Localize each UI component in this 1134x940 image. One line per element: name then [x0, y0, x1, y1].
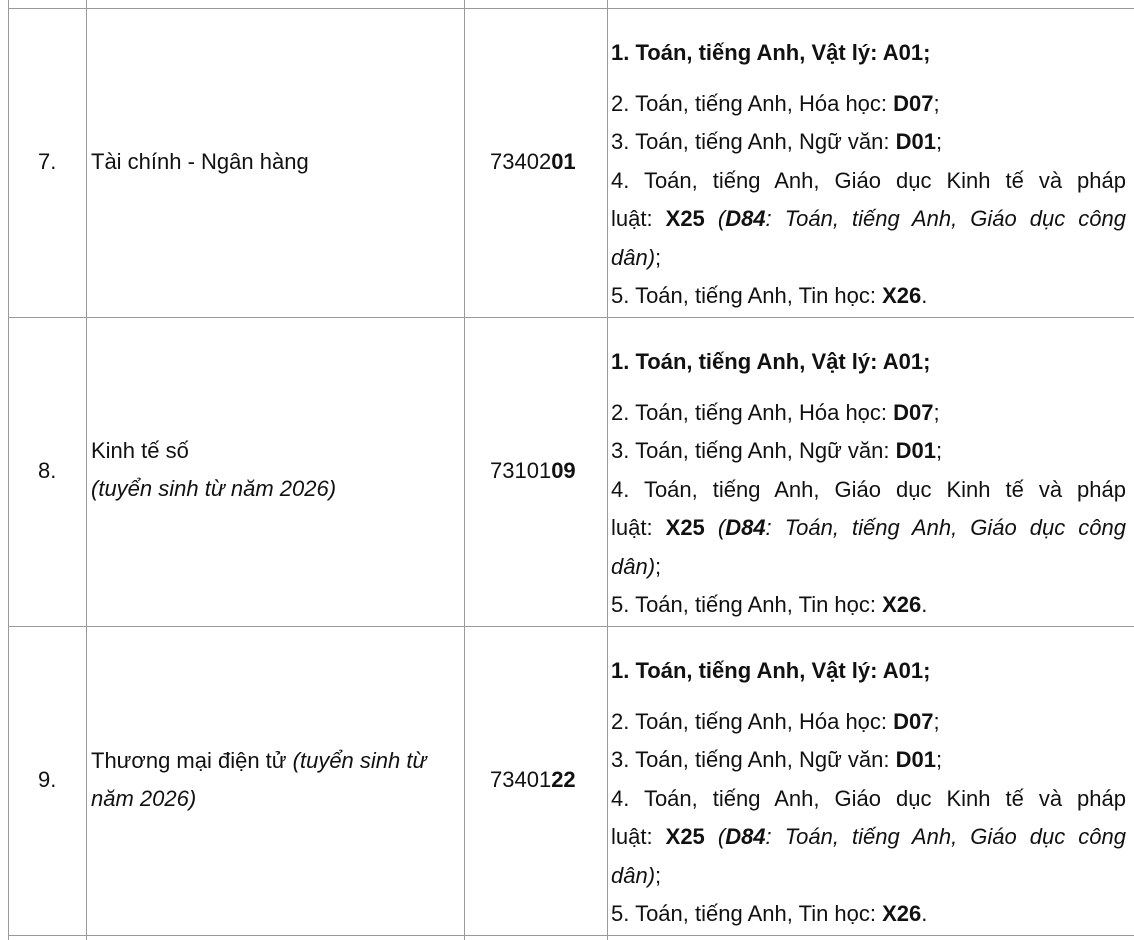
subject-combinations: [611, 652, 1126, 934]
combo-2: 2. Toán, tiếng Anh, Hóa học: D07;: [611, 708, 940, 734]
subject-combinations: [611, 34, 1126, 316]
table-border-left: [8, 0, 9, 940]
program-name-text: Kinh tế số: [91, 438, 189, 463]
combo-1: 1. Toán, tiếng Anh, Vật lý: A01;: [611, 658, 931, 683]
program-name-note: (tuyển sinh từ năm 2026): [91, 748, 427, 811]
combo-2: 2. Toán, tiếng Anh, Hóa học: D07;: [611, 399, 940, 425]
combo-4-line-1: 4. Toán, tiếng Anh, Giáo dục Kinh tế và pháp: [611, 476, 1126, 502]
program-code: [490, 452, 576, 490]
program-code-suffix: 01: [551, 149, 576, 174]
combo-5: 5. Toán, tiếng Anh, Tin học: X26.: [611, 283, 928, 308]
combo-4-line-1: 4. Toán, tiếng Anh, Giáo dục Kinh tế và pháp: [611, 785, 1126, 811]
program-code-prefix: 73402: [490, 149, 552, 174]
combo-3: 3. Toán, tiếng Anh, Ngữ văn: D01;: [611, 747, 943, 772]
combo-2: 2. Toán, tiếng Anh, Hóa học: D07;: [611, 90, 940, 116]
row-divider: [8, 935, 1134, 936]
program-name-note: (tuyển sinh từ năm 2026): [91, 476, 337, 501]
combo-3: 3. Toán, tiếng Anh, Ngữ văn: D01;: [611, 438, 943, 463]
combo-4-line-3: dân);: [611, 244, 662, 270]
combo-4-line-3: dân);: [611, 553, 662, 579]
program-name: [91, 432, 463, 508]
program-code-prefix: 73401: [490, 767, 552, 792]
table-border-col3: [607, 0, 608, 940]
row-number: 9.: [38, 767, 57, 792]
table-border-col1: [86, 0, 87, 940]
row-divider: [8, 317, 1134, 318]
program-name: [91, 143, 463, 181]
combo-4-line-3: dân);: [611, 862, 662, 888]
program-name: [91, 742, 463, 818]
combo-5: 5. Toán, tiếng Anh, Tin học: X26.: [611, 592, 928, 617]
program-code: [490, 761, 576, 799]
program-code-suffix: 09: [551, 458, 576, 483]
row-divider: [8, 626, 1134, 627]
row-number: 8.: [38, 458, 57, 483]
program-name-text: Thương mại điện tử: [91, 748, 293, 773]
row-divider: [8, 8, 1134, 9]
program-name-text: Tài chính - Ngân hàng: [91, 149, 309, 174]
combo-3: 3. Toán, tiếng Anh, Ngữ văn: D01;: [611, 129, 943, 154]
program-code-suffix: 22: [551, 767, 576, 792]
program-code: [490, 143, 576, 181]
row-number: 7.: [38, 149, 57, 174]
combo-5: 5. Toán, tiếng Anh, Tin học: X26.: [611, 901, 928, 926]
combo-1: 1. Toán, tiếng Anh, Vật lý: A01;: [611, 349, 931, 374]
combo-4-line-2: luật: X25 (D84: Toán, tiếng Anh, Giáo dục công: [611, 515, 1126, 540]
combo-1: 1. Toán, tiếng Anh, Vật lý: A01;: [611, 40, 931, 65]
combo-4-line-2: luật: X25 (D84: Toán, tiếng Anh, Giáo dục công: [611, 824, 1126, 849]
subject-combinations: [611, 343, 1126, 625]
program-code-prefix: 73101: [490, 458, 552, 483]
combo-4-line-2: luật: X25 (D84: Toán, tiếng Anh, Giáo dục công: [611, 206, 1126, 231]
table-border-col2: [464, 0, 465, 940]
combo-4-line-1: 4. Toán, tiếng Anh, Giáo dục Kinh tế và pháp: [611, 167, 1126, 193]
